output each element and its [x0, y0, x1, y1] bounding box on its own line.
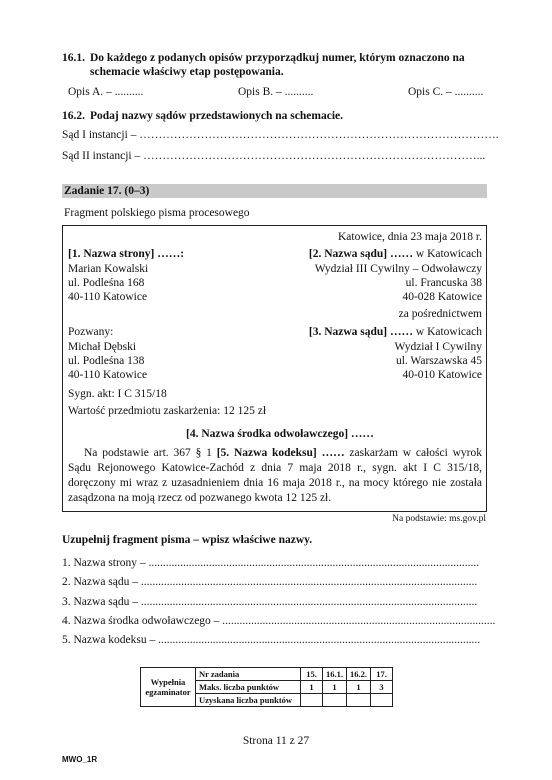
party-name: Marian Kowalski	[68, 263, 149, 275]
defendant-name: Michał Dębski	[68, 341, 137, 353]
court2-street: ul. Warszawska 45	[395, 355, 482, 367]
defendant-label: Pozwany:	[68, 326, 114, 338]
max-points-cell: 1	[301, 681, 323, 694]
court2-dept: Wydział I Cywilny	[394, 341, 482, 353]
task-cell: 17.	[371, 668, 393, 681]
max-points-cell: 1	[347, 681, 371, 694]
q16-2-title: Podaj nazwy sądów przedstawionych na schemacie.	[90, 110, 343, 122]
score-input-cell[interactable]	[301, 694, 323, 707]
row-max-label: Maks. liczba punktów	[196, 681, 301, 694]
max-points-cell: 3	[371, 681, 393, 694]
page-number: Strona 11 z 27	[242, 735, 310, 747]
letter-date: Katowice, dnia 23 maja 2018 r.	[337, 231, 482, 243]
task-cell: 16.1.	[323, 668, 347, 681]
source-note: Na podstawie: ms.gov.pl	[392, 514, 486, 524]
answer-opis-b[interactable]: Opis B. – ..........	[238, 86, 314, 98]
exam-code: MWO_1R	[62, 755, 98, 764]
row-got-label: Uzyskana liczba punktów	[196, 694, 301, 707]
court1-dept: Wydział III Cywilny – Odwoławczy	[314, 263, 482, 275]
court1-zip: 40-028 Katowice	[402, 291, 482, 303]
defendant-street: ul. Podleśna 138	[68, 355, 145, 367]
task-17-intro: Fragment polskiego pisma procesowego	[64, 207, 250, 219]
body-post: zaskarżam w całości wyrok Sądu Rejonowego Katowice-Zachód z dnia 7 maja 2018 r., sygn. akt I C 315/18, doręczony mi wraz z uzasadnieniem dnia 16 maja 2018 r., na mocy którego nie została zasądzona na moją rzecz od pozwanego kwota 12 125 zł.	[68, 447, 482, 504]
answer-opis-a[interactable]: Opis A. – ..........	[68, 86, 144, 98]
fill-instruction: Uzupełnij fragment pisma – wpisz właściwe nazwy.	[62, 534, 313, 546]
court2-city: w Katowicach	[413, 326, 482, 338]
defendant-city: 40-110 Katowice	[68, 369, 148, 381]
fill-line-3[interactable]: 3. Nazwa sądu – .....................................................................................................................	[62, 596, 478, 608]
letter-body	[68, 446, 482, 506]
court2-heading	[309, 326, 482, 338]
max-points-cell: 1	[323, 681, 347, 694]
task-cell: 15.	[301, 668, 323, 681]
answer-court-1[interactable]: Sąd I instancji – ………………………………………………………………………………….	[62, 129, 499, 141]
party-city: 40-110 Katowice	[68, 291, 148, 303]
fill-line-4[interactable]: 4. Nazwa środka odwoławczego – ...............................................................................................	[62, 615, 496, 627]
body-code-placeholder: [5. Nazwa kodeksu] ……	[216, 447, 345, 459]
answer-court-2[interactable]: Sąd II instancji – ……………………………………………………………………………...	[62, 150, 486, 162]
court2-placeholder: [3. Nazwa sądu] ……	[308, 326, 414, 338]
court1-street: ul. Francuska 38	[405, 277, 482, 289]
fill-line-5[interactable]: 5. Nazwa kodeksu – ................................................................................................................	[62, 634, 481, 646]
q16-1-line1: Do każdego z podanych opisów przyporządkuj numer, którym oznaczono na	[90, 52, 465, 64]
grade-table	[140, 667, 393, 707]
body-pre: Na podstawie art. 367 § 1	[84, 447, 217, 459]
q16-1-number: 16.1.	[62, 52, 85, 64]
court1-heading	[309, 248, 482, 260]
party-placeholder: [1. Nazwa strony] ……:	[68, 248, 185, 260]
court1-placeholder: [2. Nazwa sądu] ……	[308, 248, 414, 260]
case-ref: Sygn. akt: I C 315/18	[68, 388, 167, 400]
task-17-header: Zadanie 17. (0–3)	[64, 185, 150, 197]
q16-2-number: 16.2.	[62, 110, 85, 122]
q16-1-line2: schemacie właściwy etap postępowania.	[90, 66, 284, 78]
row-task-label: Nr zadania	[196, 668, 301, 681]
score-input-cell[interactable]	[323, 694, 347, 707]
claim-value: Wartość przedmiotu zaskarżenia: 12 125 zł	[68, 405, 267, 417]
court1-city: w Katowicach	[413, 248, 482, 260]
court2-zip: 40-010 Katowice	[402, 369, 482, 381]
fill-line-1[interactable]: 1. Nazwa strony – ...................................................................................................................	[62, 557, 480, 569]
party-street: ul. Podleśna 168	[68, 277, 145, 289]
task-cell: 16.2.	[347, 668, 371, 681]
intermediary: za pośrednictwem	[398, 308, 482, 320]
fill-line-2[interactable]: 2. Nazwa sądu – .....................................................................................................................	[62, 576, 478, 588]
score-input-cell[interactable]	[347, 694, 371, 707]
remedy-placeholder: [4. Nazwa środka odwoławczego] ……	[186, 428, 374, 440]
examiner-label: Wypełnia egzaminator	[141, 668, 196, 707]
answer-opis-c[interactable]: Opis C. – ..........	[408, 86, 484, 98]
score-input-cell[interactable]	[371, 694, 393, 707]
